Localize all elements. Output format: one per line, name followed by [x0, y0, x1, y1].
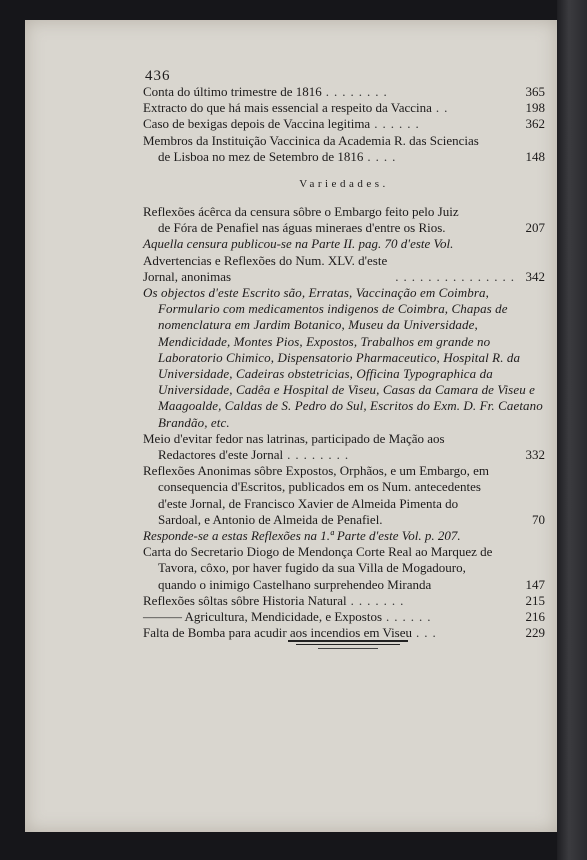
entry-page: 365 [525, 84, 545, 99]
entry-page: 342 [525, 268, 545, 284]
entry-text: Redactores d'este Jornal [158, 447, 284, 463]
index-entry: Falta de Bomba para acudir aos incendios em Viseu ... 229 [143, 625, 545, 641]
entry-text: Responde-se a estas Reflexões na 1.ª Parte d'este Vol. p. 207. [143, 528, 461, 544]
entry-text: Reflexões ácêrca da censura sôbre o Embargo feito pelo Juiz [143, 204, 459, 220]
index-entry [143, 544, 545, 593]
entry-page: 229 [525, 625, 545, 641]
index-entry [143, 463, 545, 528]
entry-page: 148 [525, 148, 545, 164]
index-note [143, 236, 545, 252]
entry-page: 332 [525, 447, 545, 463]
index-entry: Reflexões sôltas sôbre Historia Natural ....... 215 [143, 592, 545, 608]
entry-text: Carta do Secretario Diogo de Mendonça Corte Real ao Marquez de Tavora, côxo, por haver fugido da sua Villa de Mogadouro, quando o inimigo Castelhano surprehendeo Miranda [143, 544, 493, 592]
index-entry: ——— Agricultura, Mendicidade, e Expostos ...... 216 [143, 609, 545, 625]
closing-rule [288, 640, 408, 649]
entry-text: ——— Agricultura, Mendicidade, e Expostos [143, 609, 383, 625]
entry-text: Reflexões sôltas sôbre Historia Natural [143, 592, 347, 608]
entry-text: Conta do último trimestre de 1816 [143, 84, 322, 99]
index-entry: Membros da Instituição Vaccinica da Academia R. das Sciencias de Lisboa no mez de Setembro de 1816 .... 148 [143, 132, 545, 164]
index-note [143, 528, 545, 544]
entry-text: de Fóra de Penafiel nas águas mineraes d'entre os Rios. [158, 220, 446, 236]
entry-text: de Lisboa no mez de Setembro de 1816 [158, 148, 364, 164]
adjacent-page-edge [557, 0, 587, 860]
entry-page: 207 [525, 220, 545, 236]
entry-text: Meio d'evitar fedor nas latrinas, participado de Mação aos [143, 430, 445, 446]
index-entry: Extracto do que há mais essencial a respeito da Vaccina .. 198 [143, 100, 545, 116]
entry-text: Reflexões Anonimas sôbre Expostos, Orphãos, e um Embargo, em consequencia d'Escritos, publicados em os Num. antecedentes d'este Jornal, de Francisco Xavier de Almeida Pimenta do Sardoal, e Antonio de Almeida de Penafiel. [143, 463, 490, 527]
entry-page: 70 [532, 511, 545, 527]
index-entry: Meio d'evitar fedor nas latrinas, participado de Mação aos Redactores d'este Jornal ........ 332 [143, 430, 545, 463]
entry-page: 147 [525, 576, 545, 592]
entry-text: Caso de bexigas depois de Vaccina legitima [143, 116, 371, 132]
entry-page: 215 [525, 592, 545, 608]
entry-page: 362 [525, 116, 545, 132]
entry-text: Os objectos d'este Escrito são, Erratas, Vaccinação em Coimbra, Formulario com medicamentos indigenos de Coimbra, Chapas de nomenclatura em Jardim Botanico, Museu da Universidade, Mendicidade, Montes Pios, Expostos, Trabalhos em grande no Laboratorio Chimico, Dispensatorio Pharmaceutico, Hospital R. da Universidade, Cadeiras obstetricias, Officina Typographica da Universidade, Cadêa e Hospital de Viseu, Casas da Camara de Viseu e Maagoalde, Caldas de S. Pedro do Sul, Escritos do Exm. D. Fr. Caetano Brandão, etc. [143, 285, 543, 430]
index-content [143, 84, 545, 642]
section-heading: Variedades. [299, 178, 389, 191]
index-note [143, 285, 545, 431]
page-number: 436 [145, 68, 171, 84]
book-page [25, 20, 557, 832]
index-entry [143, 204, 545, 236]
index-entry: Caso de bexigas depois de Vaccina legitima ...... 362 [143, 116, 545, 132]
entry-text: Aquella censura publicou-se na Parte II. pag. 70 d'este Vol. [143, 236, 454, 252]
entry-page: 216 [525, 609, 545, 625]
entry-text: Membros da Instituição Vaccinica da Academia R. das Sciencias [143, 132, 479, 148]
entry-text: Extracto do que há mais essencial a respeito da Vaccina [143, 100, 432, 116]
entry-text: Falta de Bomba para acudir aos incendios em Viseu [143, 625, 413, 641]
index-entry: Advertencias e Reflexões do Num. XLV. d'este Jornal, anonimas ............... 342 [143, 252, 545, 284]
index-entry: Conta do último trimestre de 1816 ........ 365 [143, 84, 545, 99]
entry-text: Advertencias e Reflexões do Num. XLV. d'este Jornal, anonimas [143, 252, 388, 284]
entry-page: 198 [525, 100, 545, 116]
